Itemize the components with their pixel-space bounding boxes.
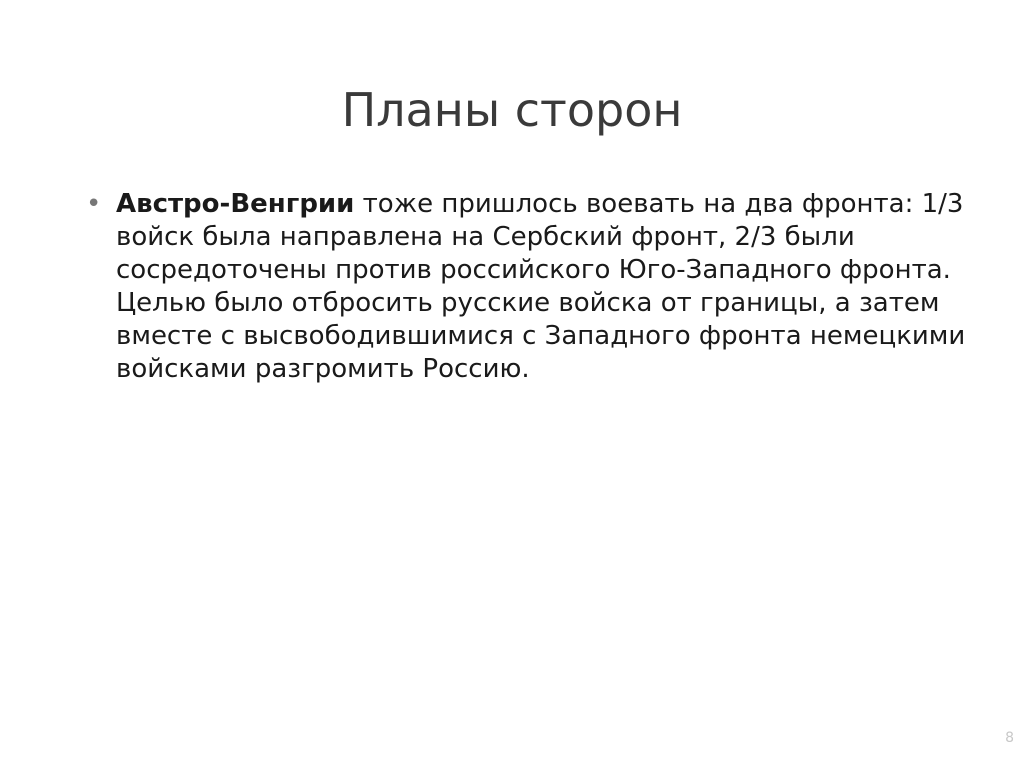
page-number: 8 [1005, 730, 1014, 746]
bullet-body-text: тоже пришлось воевать на два фронта: 1/3 войск была направлена на Сербский фронт, 2/3 были сосредоточены против российского Юго-Западного фронта. Целью было отбросить русские войска от границы, а затем вместе с высвободившимися с Западного фронта немецкими войсками разгромить Россию. [116, 189, 966, 384]
bullet-text [116, 189, 965, 384]
slide-title: Планы сторон [341, 83, 683, 137]
bullet-bold-lead: Австро-Венгрии [116, 189, 355, 219]
bullet-marker: • [86, 189, 102, 219]
slide-body [86, 188, 966, 386]
bullet-item [86, 188, 966, 386]
